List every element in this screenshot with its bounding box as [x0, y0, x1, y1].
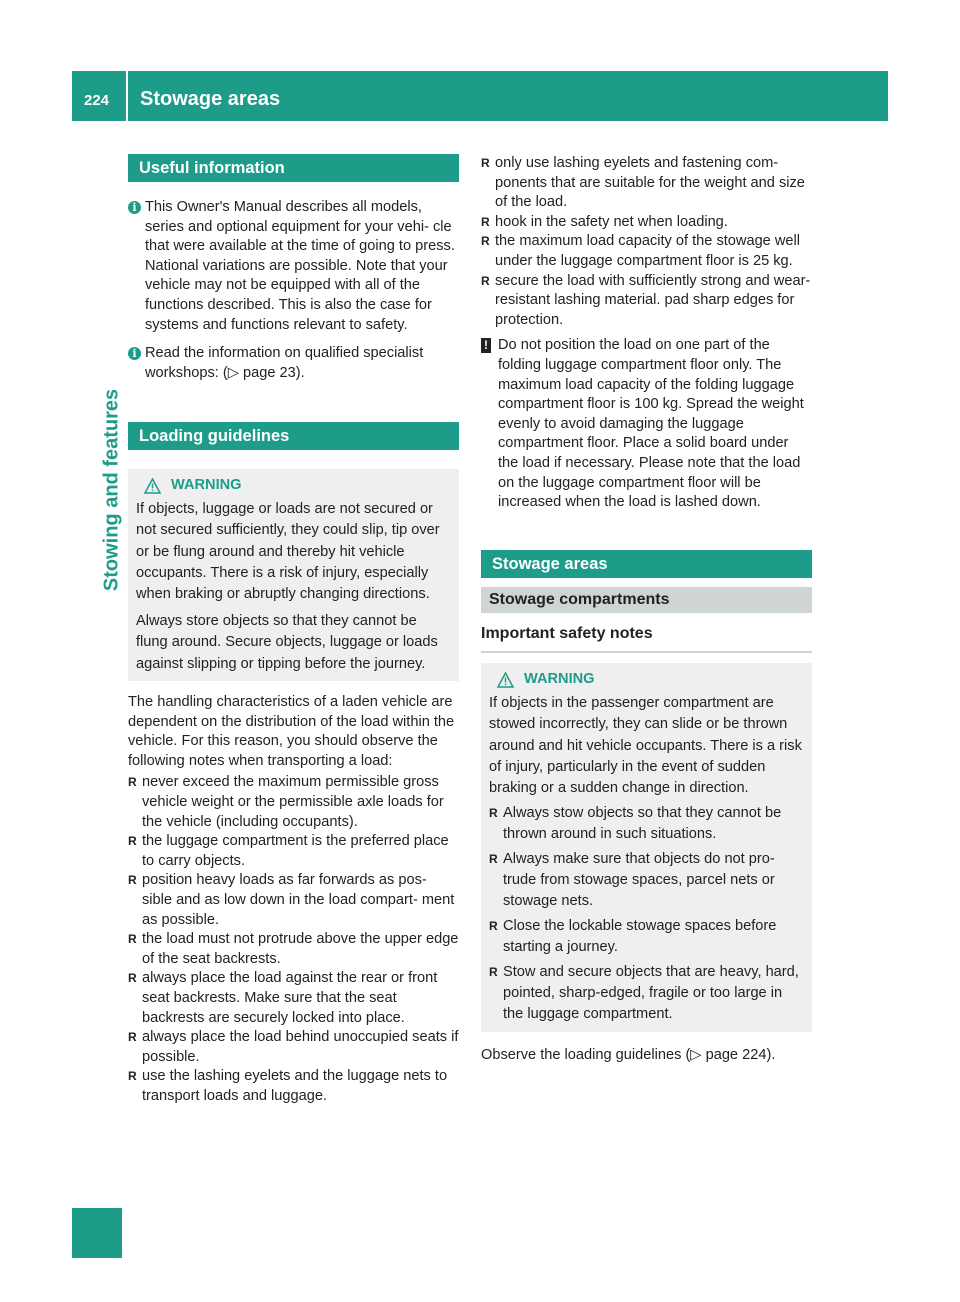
caution-note — [481, 336, 812, 512]
list-item: R Stow and secure objects that are heavy, hard, pointed, sharp-edged, fragile or too large in the luggage compartment. — [489, 963, 799, 1023]
info-icon: i — [128, 201, 141, 214]
caution-text: Do not position the load on one part of the folding luggage compartment floor only. The maximum load capacity of the folding luggage compartment floor is 100 kg. Spread the weight evenly to avoid damaging the luggage compartment floor. Place a solid board under the load if necessary. Please note that the load on the luggage compartment floor will be increased when the load is lashed down. — [498, 337, 804, 511]
warning-title — [497, 669, 804, 690]
list-item: R hook in the safety net when loading. — [481, 213, 728, 230]
warning-box — [481, 663, 812, 1032]
page-number: 224 — [84, 92, 110, 109]
loading-guidelines-heading: Loading guidelines — [128, 422, 459, 450]
list-item: R Close the lockable stowage spaces before starting a journey. — [489, 917, 777, 956]
caution-exclamation-icon: ! — [481, 338, 491, 353]
list-item: R never exceed the maximum permissible gross vehicle weight or the permissible axle loads for the vehicle (including occupants). — [128, 774, 444, 830]
warning-bullet-list — [489, 803, 804, 1026]
warning-text: If objects in the passenger compartment are stowed incorrectly, they can slide or be thrown around and hit vehicle occupants. There is a risk of injury, particularly in the event of sudden braking or a sudden change in direction. — [489, 694, 802, 797]
warning-title-text: WARNING — [171, 477, 242, 494]
list-item: R Always make sure that objects do not pro- trude from stowage spaces, parcel nets or stowage nets. — [489, 850, 775, 910]
warning-triangle-icon — [497, 672, 514, 688]
list-item: R the maximum load capacity of the stowage well under the luggage compartment floor is 25 kg. — [481, 233, 800, 269]
warning-title — [144, 475, 451, 496]
warning-triangle-icon — [144, 478, 161, 494]
warning-box — [128, 469, 459, 681]
handling-paragraph: The handling characteristics of a laden vehicle are dependent on the distribution of the load within the vehicle. For this reason, you should observe the following notes when transporting a load: — [128, 694, 455, 769]
warning-title-text: WARNING — [524, 671, 595, 688]
safety-notes-heading: Important safety notes — [481, 624, 812, 654]
list-item: R the luggage compartment is the preferred place to carry objects. — [128, 833, 449, 869]
left-column — [128, 154, 459, 1106]
useful-info-heading: Useful information — [128, 154, 459, 182]
list-item: R use the lashing eyelets and the luggage nets to transport loads and luggage. — [128, 1068, 448, 1104]
info-note-1 — [128, 198, 459, 335]
stowage-areas-heading: Stowage areas — [481, 550, 812, 578]
list-item: R the load must not protrude above the upper edge of the seat backrests. — [128, 931, 459, 967]
info-icon: i — [128, 347, 141, 360]
header-divider — [126, 71, 128, 121]
page-title: Stowage areas — [140, 88, 281, 110]
list-item: R secure the load with sufficiently strong and wear-resistant lashing material. pad sharp edges for protection. — [481, 272, 811, 328]
warning-text: If objects, luggage or loads are not secured or not secured sufficiently, they could slip, tip over or be flung around and thereby hit vehicle occupants. There is a risk of injury, especially when braking or abruptly changing directions. — [136, 500, 440, 603]
loading-bullet-list-continued — [481, 154, 812, 330]
stowage-compartments-heading: Stowage compartments — [481, 587, 812, 613]
list-item: R always place the load against the rear or front seat backrests. Make sure that the seat backrests are securely locked into place. — [128, 970, 438, 1026]
list-item: R Always stow objects so that they cannot be thrown around in such situations. — [489, 804, 782, 843]
right-column — [481, 154, 812, 1065]
list-item: R position heavy loads as far forwards as pos- sible and as low down in the load compart- ment as possible. — [128, 872, 455, 928]
list-item: R only use lashing eyelets and fastening com- ponents that are suitable for the weight and size of the load. — [481, 155, 805, 211]
info-note-text: This Owner's Manual describes all models, series and optional equipment for your vehi- cle that were available at the time of going to press. National variations are possible. Note that your vehicle may not be equipped with all of the functions described. This is also the case for systems and functions relevant to safety. — [145, 199, 455, 333]
info-note-text: Read the information on qualified specialist workshops: (▷ page 23). — [145, 345, 424, 381]
warning-text: Always store objects so that they cannot be flung around. Secure objects, luggage or loads against slipping or tipping before the journey. — [136, 612, 438, 672]
info-note-2 — [128, 344, 459, 383]
list-item: R always place the load behind unoccupied seats if possible. — [128, 1029, 459, 1065]
side-tab-block — [72, 1208, 122, 1258]
observe-paragraph: Observe the loading guidelines (▷ page 224). — [481, 1046, 776, 1063]
loading-bullet-list — [128, 773, 459, 1106]
side-chapter-label: Stowing and features — [100, 388, 123, 592]
